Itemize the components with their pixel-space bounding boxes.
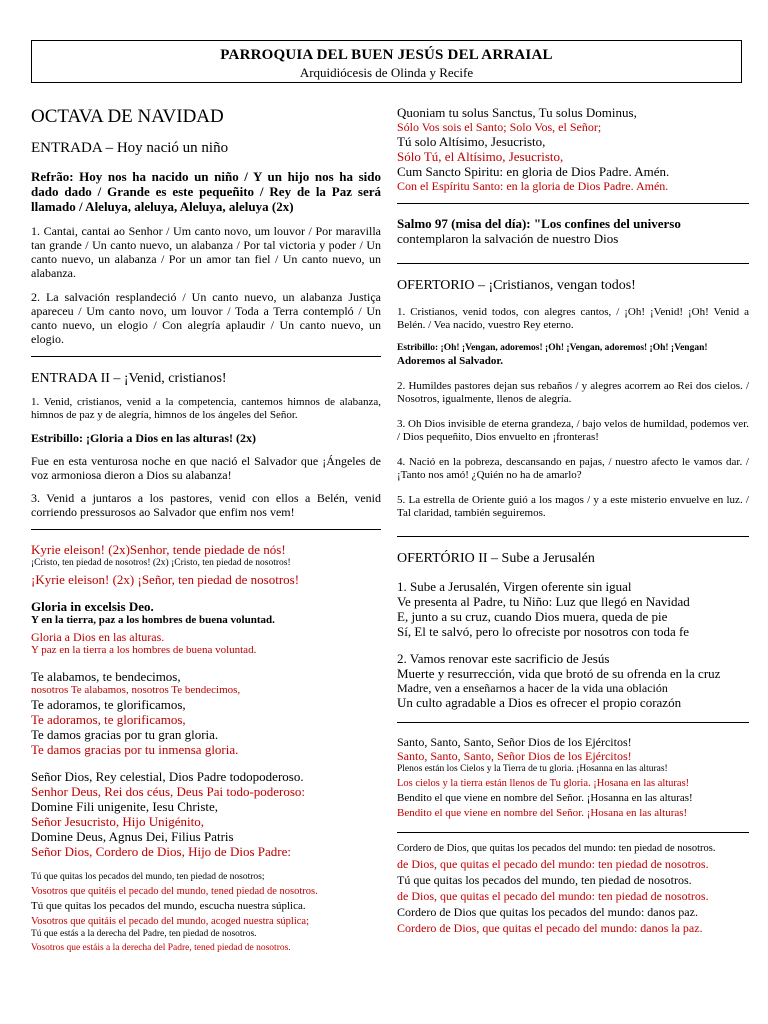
gloria-line-2: Y en la tierra, paz a los hombres de buena voluntad. <box>31 614 275 626</box>
quoniam-line-4: Sólo Tú, el Altísimo, Jesucristo, <box>397 149 564 164</box>
ofertorio-verse-2: 2. Humildes pastores dejan sus rebaños / y alegres acorrem ao Rei dos cielos. / Nosotros, igualmente, llenos de alegría. <box>397 380 749 405</box>
gloria-line-20: Vosotros que quitáis el pecado del mundo, acoged nuestra súplica; <box>31 916 309 927</box>
cordero-line-3: Tú que quitas los pecados del mundo, ten piedad de nosotros. <box>397 873 692 887</box>
cordero-line-2: de Dios, que quitas el pecado del mundo: ten piedad de nosotros. <box>397 857 709 871</box>
gloria-line-9: Te damos gracias por tu gran gloria. <box>31 727 219 742</box>
gloria-line-12: Senhor Deus, Rei dos céus, Deus Pai todo-poderoso: <box>31 784 306 799</box>
gloria-line-13: Domine Fili unigenite, Iesu Christe, <box>31 799 219 814</box>
divider <box>31 356 381 357</box>
divider <box>397 263 749 264</box>
gloria-line-5: Te alabamos, te bendecimos, <box>31 669 181 684</box>
kyrie-line-1: Kyrie eleison! (2x)Senhor, tende piedade de nós! <box>31 542 286 557</box>
entrada-refrain: Refrão: Hoy nos ha nacido un niño / Y un hijo nos ha sido dado dado / Grande es este pequeñito / Rey de la Paz será llamado / Aleluya, aleluya, Aleluya, aleluya (2x) <box>31 169 381 214</box>
entrada2-heading: ENTRADA II – ¡Venid, cristianos! <box>31 371 227 386</box>
gloria-line-19: Tú que quitas los pecados del mundo, escucha nuestra súplica. <box>31 900 306 912</box>
ofertorio2-line-2: Ve presenta al Padre, tu Niño: Luz que llegó en Navidad <box>397 594 690 609</box>
entrada2-verse-2: Fue en esta venturosa noche en que nació el Salvador que ¡Ángeles de voz armoniosa dieron a Dios su alabanza! <box>31 454 381 482</box>
santo-line-5: Bendito el que viene en nombre del Señor. ¡Hosanna en las alturas! <box>397 792 693 804</box>
kyrie-line-2: ¡Cristo, ten piedad de nosotros! (2x) ¡Cristo, ten piedad de nosotros! <box>31 558 291 568</box>
ofertorio-chorus: Estribillo: ¡Oh! ¡Vengan, adoremos! ¡Oh! ¡Vengan, adoremos! ¡Oh! ¡Vengan! <box>397 343 708 353</box>
gloria-line-15: Domine Deus, Agnus Dei, Filius Patris <box>31 829 234 844</box>
gloria-line-4: Y paz en la tierra a los hombres de buena voluntad. <box>31 644 257 656</box>
divider <box>397 536 749 537</box>
entrada2-chorus: Estribillo: ¡Gloria a Dios en las alturas! (2x) <box>31 431 256 445</box>
ofertorio-verse-4: 4. Nació en la pobreza, descansando en pajas, / nuestro afecto le vamos dar. / ¡Tanto nos amó! ¿Quién no ha de amarlo? <box>397 456 749 481</box>
quoniam-line-6: Con el Espíritu Santo: en la gloria de Dios Padre. Amén. <box>397 179 669 193</box>
gloria-line-11: Señor Dios, Rey celestial, Dios Padre todopoderoso. <box>31 769 304 784</box>
entrada2-verse-1: 1. Venid, cristianos, venid a la competencia, cantemos himnos de alabanza, himnos de paz y de alegría, himnos de los ángeles del Señor. <box>31 396 381 421</box>
gloria-line-8: Te adoramos, te glorificamos, <box>31 712 186 727</box>
main-title: OCTAVA DE NAVIDAD <box>31 106 224 127</box>
ofertorio-verse-1: 1. Cristianos, venid todos, con alegres cantos, / ¡Oh! ¡Venid! ¡Oh! Venid a Belén. / Vea nacido, vuestro Rey eterno. <box>397 306 749 331</box>
cordero-line-5: Cordero de Dios que quitas los pecados del mundo: danos paz. <box>397 905 698 919</box>
gloria-line-3: Gloria a Dios en las alturas. <box>31 630 165 644</box>
divider <box>397 203 749 204</box>
quoniam-line-1: Quoniam tu solus Sanctus, Tu solus Dominus, <box>397 105 637 120</box>
santo-line-3: Plenos están los Cielos y la Tierra de tu gloria. ¡Hosanna en las alturas! <box>397 764 668 774</box>
cordero-line-4: de Dios, que quitas el pecado del mundo: ten piedad de nosotros. <box>397 889 709 903</box>
quoniam-line-5: Cum Sancto Spiritu: en gloria de Dios Padre. Amén. <box>397 164 670 179</box>
parish-title: PARROQUIA DEL BUEN JESÚS DEL ARRAIAL <box>220 47 553 63</box>
kyrie-line-3: ¡Kyrie eleison! (2x) ¡Señor, ten piedad de nosotros! <box>31 572 300 587</box>
entrada-heading: ENTRADA – Hoy nació un niño <box>31 140 229 156</box>
divider <box>397 832 749 833</box>
santo-line-1: Santo, Santo, Santo, Señor Dios de los Ejércitos! <box>397 735 632 749</box>
archdiocese-subtitle: Arquidiócesis de Olinda y Recife <box>299 65 474 80</box>
gloria-line-22: Vosotros que estáis a la derecha del Padre, tened piedad de nosotros. <box>31 943 291 953</box>
entrada2-verse-3: 3. Venid a juntaros a los pastores, venid con ellos a Belén, venid corriendo pressurosos ao Salvador que enfim nos vem! <box>31 491 381 519</box>
quoniam-line-2: Sólo Vos sois el Santo; Solo Vos, el Señor; <box>397 120 602 134</box>
quoniam-line-3: Tú solo Altísimo, Jesucristo, <box>397 134 546 149</box>
ofertorio2-line-4: Sí, El te salvó, pero lo ofreciste por nosotros con toda fe <box>397 624 690 639</box>
divider <box>31 529 381 530</box>
divider <box>397 722 749 723</box>
ofertorio2-line-8: Un culto agradable a Dios es ofrecer el propio corazón <box>397 695 682 710</box>
right-column <box>397 100 749 935</box>
cordero-line-6: Cordero de Dios, que quitas el pecado del mundo: danos la paz. <box>397 921 703 935</box>
santo-line-6: Bendito el que viene en nombre del Señor. ¡Hosana en las alturas! <box>397 807 688 819</box>
ofertorio2-line-6: Muerte y resurrección, vida que brotó de su ofrenda en la cruz <box>397 666 721 681</box>
left-column <box>31 100 381 954</box>
entrada-verse-1: 1. Cantai, cantai ao Senhor / Um canto novo, um louvor / Por maravilla tan grande / Un canto nuevo, un alabanza / Por tal victoria y poder / Un canto nuevo, un alabanza / Por un amor tan fiel / Un canto nuevo, un alabanza. <box>31 224 381 280</box>
salmo-title: Salmo 97 (misa del día): "Los confines del universo <box>397 216 681 231</box>
page-header <box>31 40 742 83</box>
ofertorio-verse-5: 5. La estrella de Oriente guió a los magos / y a este misterio envuelve en luz. / Tal claridad, también seguiremos. <box>397 494 749 519</box>
gloria-line-1: Gloria in excelsis Deo. <box>31 599 154 614</box>
gloria-line-14: Señor Jesucristo, Hijo Unigénito, <box>31 814 204 829</box>
ofertorio2-line-5: 2. Vamos renovar este sacrificio de Jesús <box>397 651 610 666</box>
santo-line-4: Los cielos y la tierra están llenos de Tu gloria. ¡Hosana en las alturas! <box>397 778 690 789</box>
gloria-line-21: Tú que estás a la derecha del Padre, ten piedad de nosotros. <box>31 929 257 939</box>
ofertorio-chorus-2: Adoremos al Salvador. <box>397 355 504 367</box>
ofertorio2-line-1: 1. Sube a Jerusalén, Virgen oferente sin igual <box>397 579 632 594</box>
ofertorio2-line-3: E, junto a su cruz, cuando Dios muera, queda de pie <box>397 609 668 624</box>
gloria-line-10: Te damos gracias por tu inmensa gloria. <box>31 742 239 757</box>
ofertorio-verse-3: 3. Oh Dios invisible de eterna grandeza, / bajo velos de humildad, podemos ver. / Dios pequeñito, Dios envuelto en ¡fronteras! <box>397 418 749 443</box>
gloria-line-18: Vosotros que quitéis el pecado del mundo, tened piedad de nosotros. <box>31 886 318 897</box>
entrada-verse-2: 2. La salvación resplandeció / Un canto nuevo, un alabanza Justiça apareceu / Um canto novo, um louvor / Toda a Terra contempló / Un canto nuevo, un elogio / Con alegría aplaudir / Un canto nuevo, un elogio. <box>31 290 381 346</box>
gloria-line-17: Tú que quitas los pecados del mundo, ten piedad de nosotros; <box>31 872 265 882</box>
ofertorio2-heading: OFERTÓRIO II – Sube a Jerusalén <box>397 551 595 566</box>
salmo-text: contemplaron la salvación de nuestro Dios <box>397 231 619 246</box>
ofertorio2-line-7: Madre, ven a enseñarnos a hacer de la vida una oblación <box>397 681 668 695</box>
santo-line-2: Santo, Santo, Santo, Señor Dios de los Ejércitos! <box>397 749 632 763</box>
gloria-line-16: Señor Dios, Cordero de Dios, Hijo de Dios Padre: <box>31 844 291 859</box>
gloria-line-7: Te adoramos, te glorificamos, <box>31 697 186 712</box>
ofertorio-heading: OFERTORIO – ¡Cristianos, vengan todos! <box>397 278 636 293</box>
gloria-line-6: nosotros Te alabamos, nosotros Te bendecimos, <box>31 684 241 696</box>
cordero-line-1: Cordero de Dios, que quitas los pecados del mundo: ten piedad de nosotros. <box>397 843 716 854</box>
